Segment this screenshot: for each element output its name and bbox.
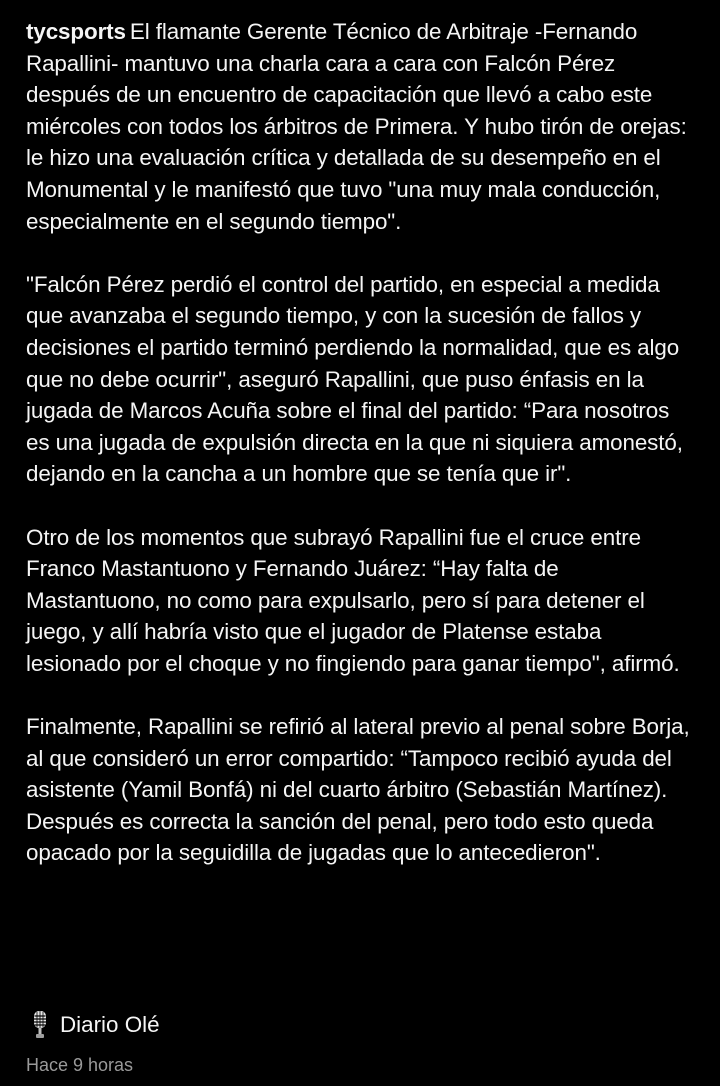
source-label: Diario Olé [60, 1012, 160, 1037]
caption-paragraph-4: Finalmente, Rapallini se refirió al lateral previo al penal sobre Borja, al que consideró un error compartido: “Tampoco recibió ayuda del asistente (Yamil Bonfá) ni del cuarto árbitro (Sebastián Martínez). Después es correcta la sanción del penal, pero todo esto queda opacado por la seguidilla de jugadas que lo antecedieron". [26, 714, 690, 866]
caption-paragraph-1 [26, 16, 694, 237]
caption-paragraph-3: Otro de los momentos que subrayó Rapallini fue el cruce entre Franco Mastantuono y Fernando Juárez: “Hay falta de Mastantuono, no como para expulsarlo, pero sí para detener el juego, y allí habría visto que el jugador de Platense estaba lesionado por el choque y no fingiendo para ganar tiempo", afirmó. [26, 524, 680, 676]
microphone-icon [30, 1010, 50, 1040]
username-link[interactable]: tycsports [26, 19, 126, 44]
source-attribution [30, 1009, 160, 1041]
paragraph-text-1: El flamante Gerente Técnico de Arbitraje -Fernando Rapallini- mantuvo una charla cara a cara con Falcón Pérez después de un encuentro de capacitación que llevó a cabo este miércoles con todos los árbitros de Primera. Y hubo tirón de orejas: le hizo una evaluación crítica y detallada de su desempeño en el Monumental y le manifestó que tuvo "una muy mala conducción, especialmente en el segundo tiempo". [26, 19, 687, 234]
caption-paragraph-2: "Falcón Pérez perdió el control del partido, en especial a medida que avanzaba el segundo tiempo, y con la sucesión de fallos y decisiones el partido terminó perdiendo la normalidad, que es algo que no debe ocurrir", aseguró Rapallini, que puso énfasis en la jugada de Marcos Acuña sobre el final del partido: “Para nosotros es una jugada de expulsión directa en la que ni siquiera amonestó, dejando en la cancha a un hombre que se tenía que ir". [26, 271, 683, 487]
caption [26, 16, 694, 869]
post-timestamp: Hace 9 horas [26, 1055, 134, 1075]
